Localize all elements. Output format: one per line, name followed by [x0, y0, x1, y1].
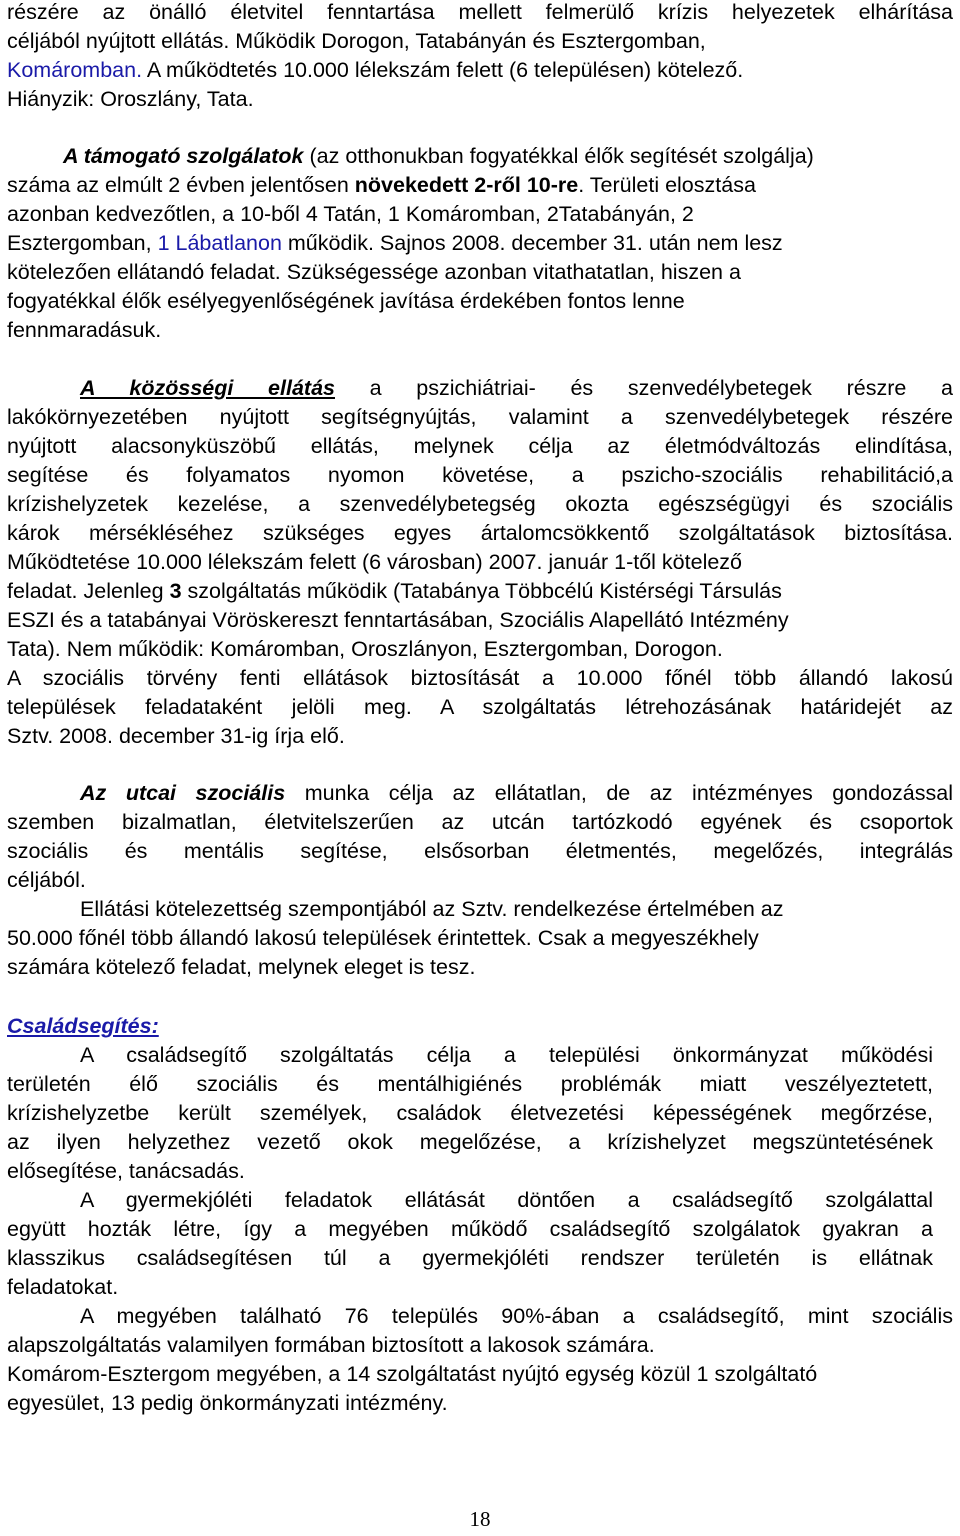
text-line: kötelezően ellátandó feladat. Szükségessége azonban vitathatatlan, hiszen a [7, 260, 741, 284]
text-line: A szociális törvény fenti ellátások biztosítását a 10.000 főnél több állandó lakosú [7, 666, 953, 690]
text-line: Esztergomban, 1 Lábatlanon működik. Sajnos 2008. december 31. után nem lesz [7, 231, 783, 255]
text-line: feladat. Jelenleg 3 szolgáltatás működik (Tatabánya Többcélú Kistérségi Társulás [7, 579, 782, 603]
text-line: Komáromban. A működtetés 10.000 lélekszám felett (6 településen) kötelező. [7, 58, 744, 82]
text-line: céljából nyújtott ellátás. Működik Dorogon, Tatabányán és Esztergomban, [7, 29, 706, 53]
section-heading: A közösségi ellátás [80, 376, 335, 400]
text-line: részére az önálló életvitel fenntartása mellett felmerülő krízis helyezetek elhárítása [7, 0, 953, 24]
text-line: A támogató szolgálatok (az otthonukban fogyatékkal élők segítését szolgálja) [63, 144, 814, 168]
text-line: települések feladataként jelöli meg. A szolgáltatás létrehozásának határidejét az [7, 695, 953, 719]
text-line: elősegítése, tanácsadás. [7, 1159, 245, 1183]
text-line: Sztv. 2008. december 31-ig írja elő. [7, 724, 345, 748]
text-line: A megyében található 76 település 90%-ában a családsegítő, mint szociális [80, 1304, 953, 1328]
text-line: nyújtott alacsonyküszöbű ellátás, melynek célja az életmódváltozás elindítása, [7, 434, 953, 458]
text-line: ESZI és a tatabányai Vöröskereszt fenntartásában, Szociális Alapellátó Intézmény [7, 608, 789, 632]
text-line: fogyatékkal élők esélyegyenlőségének javítása érdekében fontos lenne [7, 289, 685, 313]
text-line: száma az elmúlt 2 évben jelentősen növekedett 2-ről 10-re. Területi elosztása [7, 173, 756, 197]
text-line: számára kötelező feladat, melynek eleget is tesz. [7, 955, 476, 979]
text-line: területén élő szociális és mentálhigiénés problémák miatt veszélyeztetett, [7, 1072, 933, 1096]
highlighted-text: 1 Lábatlanon [157, 231, 282, 255]
text-line: klasszikus családsegítésen túl a gyermekjóléti rendszer területén is ellátnak [7, 1246, 933, 1270]
emphasis-text: 3 [169, 579, 182, 603]
section-heading: A támogató szolgálatok [63, 144, 304, 168]
text-line: alapszolgáltatás valamilyen formában biztosított a lakosok számára. [7, 1333, 655, 1357]
text-line: lakókörnyezetében nyújtott segítségnyújtás, valamint a szenvedélybetegek részére [7, 405, 953, 429]
text-line: krízishelyzetbe került személyek, családok életvezetési képességének megőrzése, [7, 1101, 933, 1125]
section-heading: Az utcai szociális [80, 781, 286, 805]
text-line: szemben bizalmatlan, életvitelszerűen az utcán tartózkodó egyének és csoportok [7, 810, 953, 834]
text-line: feladatokat. [7, 1275, 119, 1299]
text-line: 50.000 főnél több állandó lakosú települések érintettek. Csak a megyeszékhely [7, 926, 759, 950]
text-line: A közösségi ellátás a pszichiátriai- és szenvedélybetegek részre a [80, 376, 953, 400]
text-line: szociális és mentális segítése, elsősorban életmentés, megelőzés, integrálás [7, 839, 953, 863]
text-line: az ilyen helyzethez vezető okok megelőzése, a krízishelyzet megszüntetésének [7, 1130, 933, 1154]
section-heading: Családsegítés: [7, 1014, 159, 1038]
text-line: Működtetése 10.000 lélekszám felett (6 városban) 2007. január 1-től kötelező [7, 550, 743, 574]
page-number: 18 [469, 1507, 491, 1531]
text-line: krízishelyzetek kezelése, a szenvedélybetegség okozta egészségügyi és szociális [7, 492, 953, 516]
text-line: céljából. [7, 868, 86, 892]
text-line: Az utcai szociális munka célja az ellátatlan, de az intézményes gondozással [80, 781, 953, 805]
text-line: Tata). Nem működik: Komáromban, Oroszlányon, Esztergomban, Dorogon. [7, 637, 723, 661]
highlighted-text: Komáromban. [7, 58, 143, 82]
text-line: Ellátási kötelezettség szempontjából az Sztv. rendelkezése értelmében az [80, 897, 784, 921]
text-line: Hiányzik: Oroszlány, Tata. [7, 87, 254, 111]
text-line [7, 1012, 953, 1041]
emphasis-text: növekedett 2-ről 10-re [354, 173, 579, 197]
text-line: segítése és folyamatos nyomon követése, a pszicho-szociális rehabilitáció,a [7, 463, 953, 487]
text-line: egyesület, 13 pedig önkormányzati intézmény. [7, 1391, 448, 1415]
text-line: együtt hozták létre, így a megyében működő családsegítő szolgálatok gyakran a [7, 1217, 933, 1241]
text-line: fennmaradásuk. [7, 318, 162, 342]
text-line: károk mérsékléséhez szükséges egyes ártalomcsökkentő szolgáltatások biztosítása. [7, 521, 953, 545]
text-line: azonban kedvezőtlen, a 10-ből 4 Tatán, 1 Komáromban, 2Tatabányán, 2 [7, 202, 694, 226]
text-line: A gyermekjóléti feladatok ellátását döntően a családsegítő szolgálattal [80, 1188, 933, 1212]
text-line: Komárom-Esztergom megyében, a 14 szolgáltatást nyújtó egység közül 1 szolgáltató [7, 1362, 818, 1386]
text-line: A családsegítő szolgáltatás célja a települési önkormányzat működési [80, 1043, 933, 1067]
